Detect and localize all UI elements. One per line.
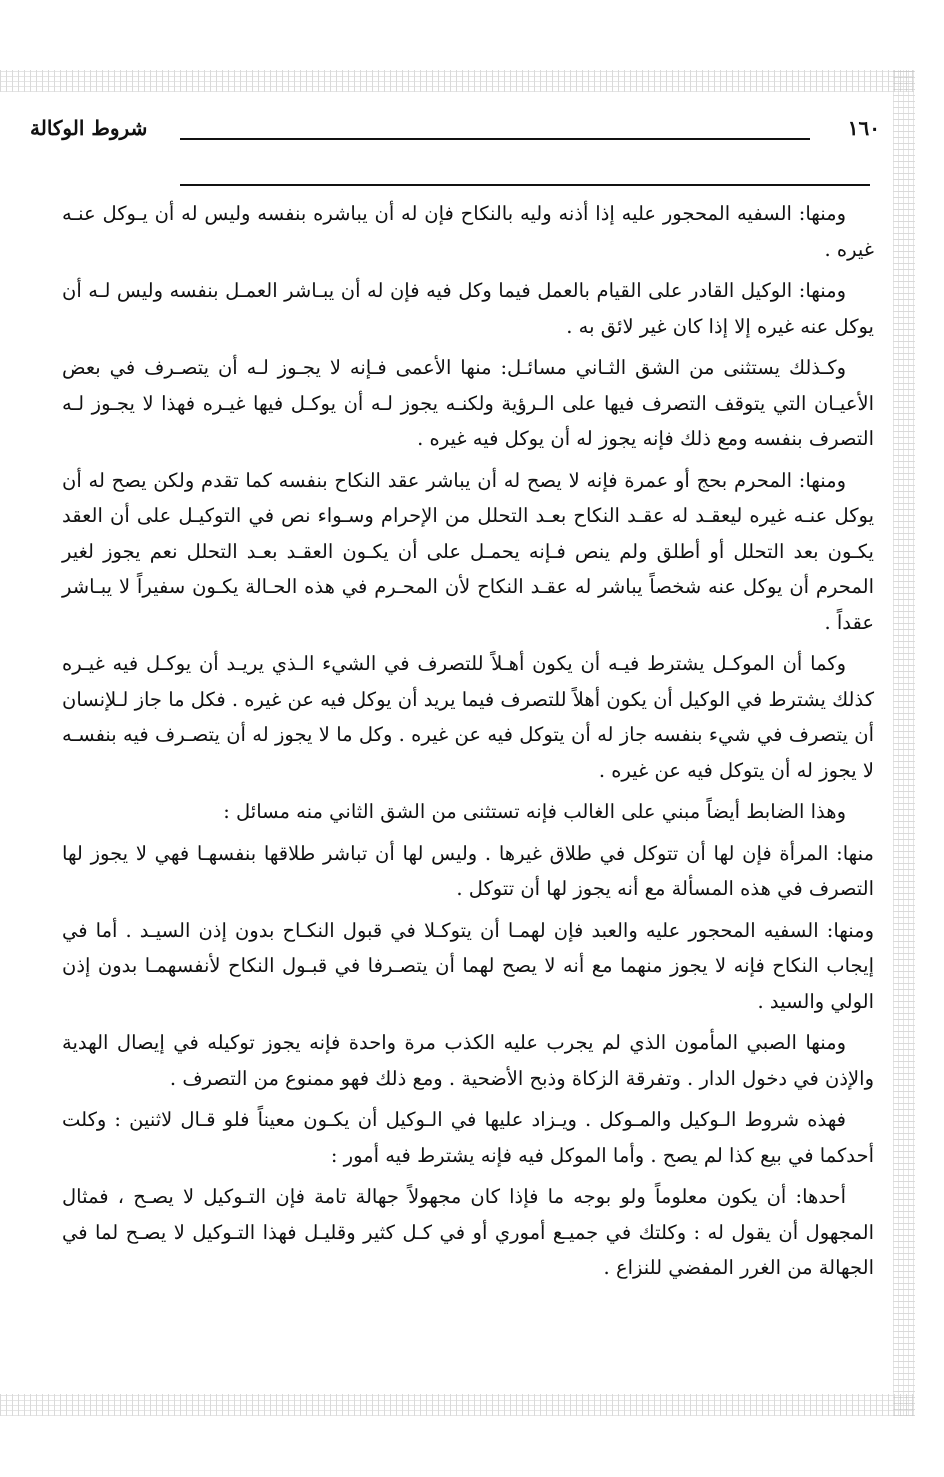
paragraph: ومنها الصبي المأمون الذي لم يجرب عليه الكذب مرة واحدة فإنه يجوز توكيله في إيصال الهدية والإذن في دخول الدار . وتفرقة الزكاة وذبح الأضحية . ومع ذلك فهو ممنوع من التصرف .	[62, 1031, 874, 1090]
header-rule	[180, 138, 810, 140]
paragraph: أحدها: أن يكون معلوماً ولو بوجه ما فإذا كان مجهولاً جهالة تامة فإن التـوكيل لا يصـح ، فمثال المجهول أن يقول له : وكلتك في جميـع أموري أو في كـل كثير وقليـل فهذا التـوكيل لا يصـح لما في الجهالة من الغرر المفضي للنزاع .	[62, 1185, 874, 1279]
paragraph: وهذا الضابط أيضاً مبني على الغالب فإنه تستثنى من الشق الثاني منه مسائل :	[223, 800, 846, 823]
page-body	[62, 196, 874, 1292]
paragraph: منها: المرأة فإن لها أن تتوكل في طلاق غيرها . وليس لها أن تباشر طلاقها بنفسهـا فهي لا يجوز لها التصرف في هذه المسألة مع أنه يجوز لها أن تتوكل .	[62, 841, 874, 900]
paragraph: ومنها: المحرم بحج أو عمرة فإنه لا يصح له أن يباشر عقد النكاح بنفسه كما تقدم ولكن يصح له أن يوكل عنـه غيره ليعقـد له عقـد النكاح بعـد التحلل من الإحرام وسـواء نص في التوكيـل على أن العقد يكـون بعد التحلل أو أطلق ولم ينص فـإنه يحمـل على أن يكـون العقـد بعـد التحلل نعم يجوز لغير المحرم أن يوكل عنه شخصاً يباشر له عقـد النكاح لأن المحـرم في هذه الحـالة يكـون سفيراً لا يبـاشر عقداً .	[62, 468, 874, 634]
decorative-border-top	[0, 70, 914, 92]
decorative-border-bottom	[0, 1394, 914, 1416]
paragraph: فهذه شروط الـوكيل والمـوكل . ويـزاد عليها في الـوكيل أن يكـون معيناً فلو قـال لاثنين : وكلت أحدكما في بيع كذا لم يصح . وأما الموكل فيه فإنه يشترط فيه أمور :	[62, 1108, 874, 1167]
page-number: ١٦٠	[847, 116, 880, 140]
paragraph: ومنها: الوكيل القادر على القيام بالعمل فيما وكل فيه فإن له أن يبـاشر العمـل بنفسه وليس لـه أن يوكل عنه غيره إلا إذا كان غير لائق به .	[62, 279, 874, 338]
paragraph: وكما أن الموكـل يشترط فيـه أن يكون أهـلاً للتصرف في الشيء الـذي يريـد أن يوكـل فيه غيـره كذلك يشترط في الوكيل أن يكون أهلاً للتصرف فيما يريد أن يوكل فيه عن غيره . فكل ما جاز لـلإنسان أن يتصرف في شيء بنفسه جاز له أن يتوكل فيه عن غيره . وكل ما لا يجوز له أن يتصـرف فيه بنفسـه لا يجوز له أن يتوكل فيه عن غيره .	[62, 652, 874, 782]
paragraph: ومنها: السفيه المحجور عليه إذا أذنه وليه بالنكاح فإن له أن يباشره بنفسه وليس له أن يـوكل عنـه غيره .	[62, 202, 874, 261]
decorative-border-right	[893, 70, 915, 1416]
chapter-title: شروط الوكالة	[30, 116, 148, 140]
paragraph: وكـذلك يستثنى من الشق الثـاني مسائـل: منها الأعمى فـإنه لا يجـوز لـه أن يتصـرف في بعض الأعيـان التي يتوقف التصرف فيها على الـرؤية ولكنـه يجوز لـه أن يوكـل فيها غيـره فهذا لا يجـوز لـه التصرف بنفسه ومع ذلك فإنه يجوز له أن يوكل فيه غيره .	[62, 356, 874, 450]
page-header	[30, 112, 880, 152]
paragraph: ومنها: السفيه المحجور عليه والعبد فإن لهمـا أن يتوكـلا في قبول النكـاح بدون إذن السيـد . أما في إيجاب النكاح فإنه لا يجوز منهما مع أنه لا يصح لهما أن يتصـرفا في قبـول النكاح لأنفسهمـا بدون إذن الولي والسيد .	[62, 918, 874, 1013]
header-underline	[180, 184, 870, 186]
